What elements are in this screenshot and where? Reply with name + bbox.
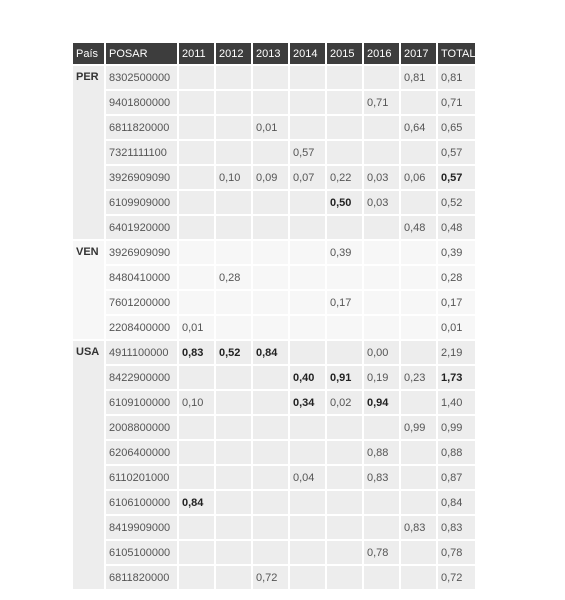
- posar-code-cell: 6109100000: [106, 389, 179, 414]
- value-cell-total: 0,71: [438, 89, 475, 114]
- value-cell-2017: [401, 539, 438, 564]
- value-cell-2017: [401, 264, 438, 289]
- value-cell-2014: [290, 489, 327, 514]
- value-cell-2014: [290, 414, 327, 439]
- value-cell-2016: 0,03: [364, 164, 401, 189]
- posar-code-cell: 6811820000: [106, 564, 179, 589]
- value-cell-total: 0,84: [438, 489, 475, 514]
- value-cell-2014: [290, 339, 327, 364]
- value-cell-2016: 0,94: [364, 389, 401, 414]
- value-cell-2013: [253, 489, 290, 514]
- value-cell-2014: [290, 64, 327, 89]
- posar-code-cell: 6206400000: [106, 439, 179, 464]
- value-cell-total: 0,99: [438, 414, 475, 439]
- value-cell-2015: [327, 439, 364, 464]
- column-header-2012: 2012: [216, 43, 253, 64]
- value-cell-total: 0,81: [438, 64, 475, 89]
- value-cell-2016: 0,83: [364, 464, 401, 489]
- value-cell-2012: [216, 514, 253, 539]
- value-cell-2012: [216, 89, 253, 114]
- value-cell-2013: [253, 239, 290, 264]
- value-cell-2011: 0,10: [179, 389, 216, 414]
- value-cell-2015: [327, 564, 364, 589]
- value-cell-2012: [216, 539, 253, 564]
- value-cell-2014: [290, 289, 327, 314]
- value-cell-2011: [179, 439, 216, 464]
- value-cell-2011: [179, 239, 216, 264]
- value-cell-2013: [253, 364, 290, 389]
- value-cell-total: 0,57: [438, 164, 475, 189]
- value-cell-2014: 0,57: [290, 139, 327, 164]
- value-cell-2017: [401, 239, 438, 264]
- value-cell-total: 0,78: [438, 539, 475, 564]
- value-cell-2014: [290, 539, 327, 564]
- value-cell-2013: [253, 464, 290, 489]
- value-cell-2011: [179, 364, 216, 389]
- value-cell-2013: [253, 439, 290, 464]
- value-cell-2015: [327, 414, 364, 439]
- value-cell-2013: [253, 264, 290, 289]
- value-cell-2014: [290, 314, 327, 339]
- value-cell-2011: [179, 114, 216, 139]
- value-cell-2014: 0,07: [290, 164, 327, 189]
- column-header-2015: 2015: [327, 43, 364, 64]
- value-cell-2011: [179, 564, 216, 589]
- value-cell-2014: 0,04: [290, 464, 327, 489]
- column-header-total: TOTAL: [438, 43, 475, 64]
- value-cell-2013: [253, 514, 290, 539]
- value-cell-2015: [327, 64, 364, 89]
- value-cell-2017: [401, 464, 438, 489]
- value-cell-2017: [401, 314, 438, 339]
- table-body: [73, 64, 475, 589]
- value-cell-2011: [179, 189, 216, 214]
- value-cell-2017: [401, 289, 438, 314]
- table-row: [73, 414, 475, 439]
- table-row: [73, 564, 475, 589]
- value-cell-2014: [290, 439, 327, 464]
- value-cell-total: 0,57: [438, 139, 475, 164]
- value-cell-2015: [327, 514, 364, 539]
- value-cell-2014: [290, 189, 327, 214]
- value-cell-2012: [216, 114, 253, 139]
- value-cell-total: 0,48: [438, 214, 475, 239]
- value-cell-2016: [364, 214, 401, 239]
- table-header: [73, 43, 475, 64]
- table-row: [73, 364, 475, 389]
- posar-code-cell: 3926909090: [106, 239, 179, 264]
- value-cell-2015: [327, 139, 364, 164]
- value-cell-2015: [327, 264, 364, 289]
- table-row: [73, 489, 475, 514]
- value-cell-2012: 0,28: [216, 264, 253, 289]
- value-cell-2013: [253, 89, 290, 114]
- value-cell-total: 2,19: [438, 339, 475, 364]
- table-row: [73, 339, 475, 364]
- value-cell-2017: [401, 489, 438, 514]
- value-cell-2016: [364, 489, 401, 514]
- value-cell-2013: 0,09: [253, 164, 290, 189]
- table-row: [73, 189, 475, 214]
- country-cell: VEN: [73, 239, 106, 339]
- value-cell-2014: [290, 514, 327, 539]
- table-row: [73, 214, 475, 239]
- value-cell-2017: 0,06: [401, 164, 438, 189]
- posar-code-cell: 9401800000: [106, 89, 179, 114]
- column-header-2017: 2017: [401, 43, 438, 64]
- value-cell-2012: [216, 214, 253, 239]
- value-cell-2011: [179, 289, 216, 314]
- posar-code-cell: 6401920000: [106, 214, 179, 239]
- table-row: [73, 539, 475, 564]
- value-cell-2013: [253, 214, 290, 239]
- value-cell-2014: [290, 89, 327, 114]
- table-row: [73, 389, 475, 414]
- value-cell-2016: [364, 414, 401, 439]
- value-cell-total: 0,87: [438, 464, 475, 489]
- value-cell-total: 0,52: [438, 189, 475, 214]
- value-cell-2017: 0,48: [401, 214, 438, 239]
- value-cell-2015: 0,39: [327, 239, 364, 264]
- value-cell-2016: [364, 264, 401, 289]
- value-cell-2011: [179, 139, 216, 164]
- value-cell-2012: [216, 564, 253, 589]
- value-cell-2017: [401, 439, 438, 464]
- value-cell-2012: [216, 139, 253, 164]
- value-cell-2015: [327, 114, 364, 139]
- value-cell-2014: [290, 114, 327, 139]
- value-cell-2014: [290, 264, 327, 289]
- column-header-2013: 2013: [253, 43, 290, 64]
- value-cell-2013: [253, 539, 290, 564]
- value-cell-2016: [364, 64, 401, 89]
- value-cell-2017: [401, 339, 438, 364]
- value-cell-2015: [327, 339, 364, 364]
- value-cell-2012: [216, 239, 253, 264]
- posar-code-cell: 4911100000: [106, 339, 179, 364]
- value-cell-2017: [401, 389, 438, 414]
- value-cell-2014: 0,34: [290, 389, 327, 414]
- value-cell-2012: [216, 389, 253, 414]
- posar-code-cell: 8422900000: [106, 364, 179, 389]
- value-cell-2011: [179, 414, 216, 439]
- value-cell-total: 0,72: [438, 564, 475, 589]
- value-cell-2016: 0,19: [364, 364, 401, 389]
- value-cell-total: 0,65: [438, 114, 475, 139]
- value-cell-2011: 0,01: [179, 314, 216, 339]
- value-cell-2012: [216, 64, 253, 89]
- value-cell-2011: [179, 89, 216, 114]
- value-cell-2012: [216, 439, 253, 464]
- value-cell-2013: [253, 64, 290, 89]
- value-cell-2013: 0,01: [253, 114, 290, 139]
- posar-code-cell: 2208400000: [106, 314, 179, 339]
- value-cell-2016: [364, 114, 401, 139]
- value-cell-2015: [327, 89, 364, 114]
- value-cell-2013: [253, 139, 290, 164]
- posar-code-cell: 8302500000: [106, 64, 179, 89]
- value-cell-2015: 0,91: [327, 364, 364, 389]
- value-cell-2012: [216, 414, 253, 439]
- value-cell-2015: 0,02: [327, 389, 364, 414]
- value-cell-2017: [401, 189, 438, 214]
- posar-code-cell: 6811820000: [106, 114, 179, 139]
- value-cell-2016: [364, 564, 401, 589]
- value-cell-2011: [179, 64, 216, 89]
- column-header-2016: 2016: [364, 43, 401, 64]
- value-cell-2016: [364, 239, 401, 264]
- value-cell-2015: 0,22: [327, 164, 364, 189]
- posar-code-cell: 3926909090: [106, 164, 179, 189]
- value-cell-2017: 0,64: [401, 114, 438, 139]
- value-cell-2011: [179, 264, 216, 289]
- value-cell-total: 0,17: [438, 289, 475, 314]
- posar-code-cell: 2008800000: [106, 414, 179, 439]
- table-row: [73, 464, 475, 489]
- table-row: [73, 114, 475, 139]
- column-header-2011: 2011: [179, 43, 216, 64]
- table-row: [73, 64, 475, 89]
- posar-code-cell: 6105100000: [106, 539, 179, 564]
- value-cell-2012: [216, 289, 253, 314]
- value-cell-2011: [179, 164, 216, 189]
- value-cell-2017: [401, 139, 438, 164]
- value-cell-2012: [216, 489, 253, 514]
- value-cell-2017: 0,99: [401, 414, 438, 439]
- value-cell-2016: [364, 289, 401, 314]
- posar-code-cell: 6109909000: [106, 189, 179, 214]
- country-cell: PER: [73, 64, 106, 239]
- table-row: [73, 164, 475, 189]
- value-cell-2017: 0,23: [401, 364, 438, 389]
- value-cell-2013: 0,84: [253, 339, 290, 364]
- value-cell-2017: 0,83: [401, 514, 438, 539]
- table-row: [73, 289, 475, 314]
- table-row: [73, 314, 475, 339]
- value-cell-2011: [179, 464, 216, 489]
- value-cell-2011: [179, 214, 216, 239]
- value-cell-2013: [253, 314, 290, 339]
- value-cell-2011: 0,83: [179, 339, 216, 364]
- value-cell-2013: [253, 289, 290, 314]
- posar-code-cell: 7321111100: [106, 139, 179, 164]
- value-cell-total: 0,88: [438, 439, 475, 464]
- column-header-country: País: [73, 43, 106, 64]
- posar-code-cell: 8419909000: [106, 514, 179, 539]
- value-cell-2012: 0,10: [216, 164, 253, 189]
- posar-code-cell: 8480410000: [106, 264, 179, 289]
- value-cell-2014: [290, 214, 327, 239]
- value-cell-2012: [216, 364, 253, 389]
- value-cell-total: 0,01: [438, 314, 475, 339]
- data-table: [73, 43, 475, 589]
- value-cell-2012: 0,52: [216, 339, 253, 364]
- value-cell-2017: [401, 564, 438, 589]
- posar-code-cell: 6110201000: [106, 464, 179, 489]
- value-cell-2016: 0,00: [364, 339, 401, 364]
- value-cell-2016: [364, 139, 401, 164]
- column-header-posar: POSAR: [106, 43, 179, 64]
- header-row: [73, 43, 475, 64]
- value-cell-2015: [327, 489, 364, 514]
- table-row: [73, 514, 475, 539]
- value-cell-2015: 0,17: [327, 289, 364, 314]
- table-row: [73, 239, 475, 264]
- value-cell-2016: [364, 314, 401, 339]
- value-cell-2012: [216, 314, 253, 339]
- posar-code-cell: 6106100000: [106, 489, 179, 514]
- value-cell-total: 0,39: [438, 239, 475, 264]
- value-cell-total: 1,73: [438, 364, 475, 389]
- value-cell-2013: 0,72: [253, 564, 290, 589]
- table-row: [73, 139, 475, 164]
- value-cell-2015: 0,50: [327, 189, 364, 214]
- column-header-2014: 2014: [290, 43, 327, 64]
- value-cell-2012: [216, 464, 253, 489]
- value-cell-2013: [253, 189, 290, 214]
- value-cell-total: 0,28: [438, 264, 475, 289]
- table-row: [73, 89, 475, 114]
- value-cell-2013: [253, 414, 290, 439]
- table-row: [73, 264, 475, 289]
- posar-code-cell: 7601200000: [106, 289, 179, 314]
- value-cell-2016: 0,71: [364, 89, 401, 114]
- country-cell: USA: [73, 339, 106, 589]
- value-cell-2011: [179, 514, 216, 539]
- table-row: [73, 439, 475, 464]
- value-cell-total: 1,40: [438, 389, 475, 414]
- value-cell-2016: [364, 514, 401, 539]
- value-cell-2017: 0,81: [401, 64, 438, 89]
- value-cell-2016: 0,03: [364, 189, 401, 214]
- value-cell-2016: 0,78: [364, 539, 401, 564]
- value-cell-2016: 0,88: [364, 439, 401, 464]
- value-cell-2014: [290, 564, 327, 589]
- value-cell-2015: [327, 214, 364, 239]
- value-cell-2013: [253, 389, 290, 414]
- value-cell-2017: [401, 89, 438, 114]
- value-cell-2011: [179, 539, 216, 564]
- value-cell-2014: [290, 239, 327, 264]
- value-cell-2014: 0,40: [290, 364, 327, 389]
- value-cell-2011: 0,84: [179, 489, 216, 514]
- value-cell-2015: [327, 314, 364, 339]
- value-cell-2015: [327, 464, 364, 489]
- value-cell-total: 0,83: [438, 514, 475, 539]
- value-cell-2015: [327, 539, 364, 564]
- value-cell-2012: [216, 189, 253, 214]
